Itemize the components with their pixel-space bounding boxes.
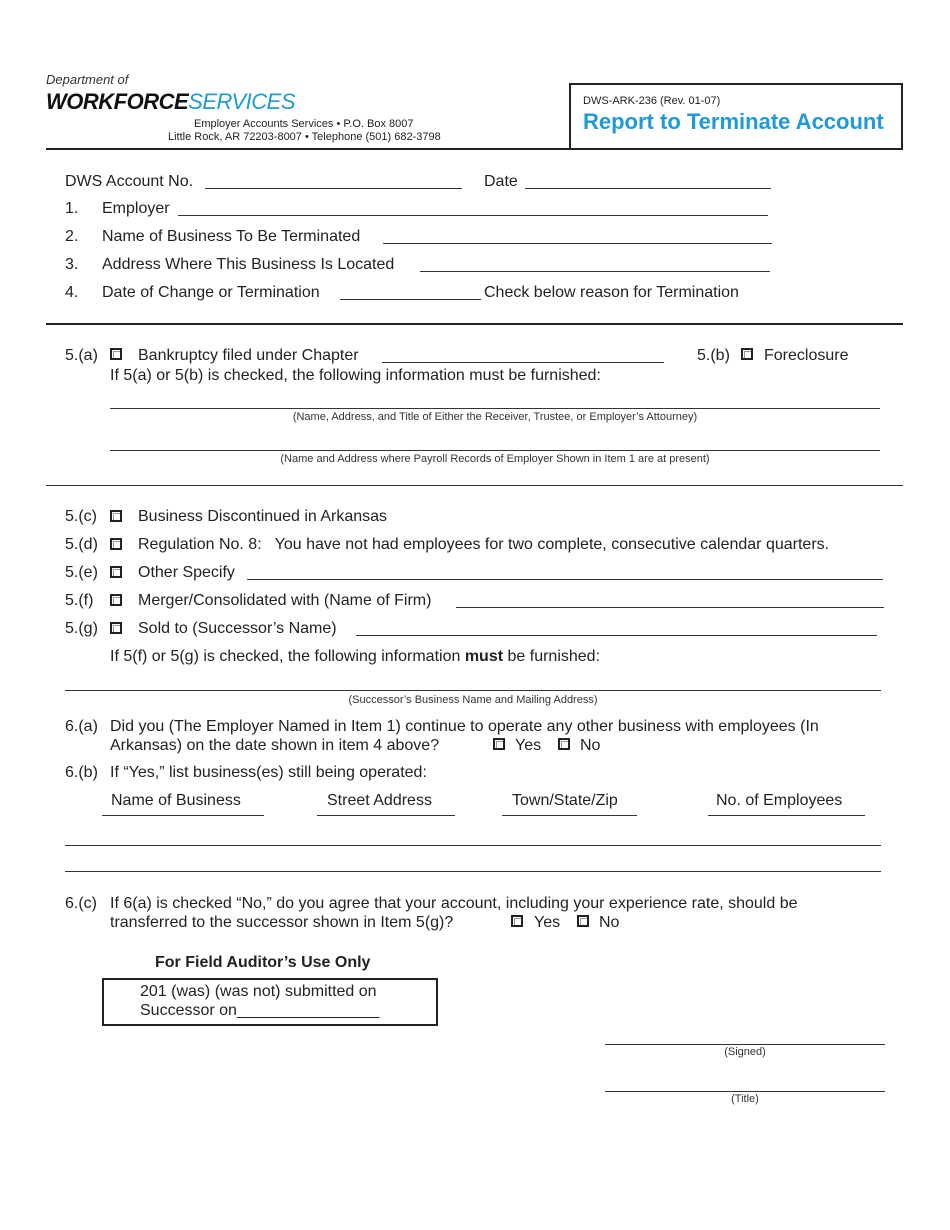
address-block xyxy=(168,118,441,144)
business-address-field[interactable] xyxy=(420,271,770,272)
employer-field[interactable] xyxy=(178,215,768,216)
item-6a-number: 6.(a) xyxy=(65,718,98,735)
item-5f-number: 5.(f) xyxy=(65,592,94,609)
header-divider xyxy=(46,148,571,150)
item-1-number: 1. xyxy=(65,200,79,217)
termination-date-label: Date of Change or Termination xyxy=(102,284,320,301)
sold-to-label: Sold to (Successor’s Name) xyxy=(138,620,337,637)
successor-address-field[interactable] xyxy=(65,690,881,691)
regulation-8-label: Regulation No. 8: You have not had employees for two complete, consecutive calendar quarters. xyxy=(138,536,830,553)
other-specify-field[interactable] xyxy=(247,579,883,580)
item-2-number: 2. xyxy=(65,228,79,245)
other-checkbox[interactable] xyxy=(110,566,122,578)
account-no-field[interactable] xyxy=(205,188,462,189)
auditor-heading: For Field Auditor’s Use Only xyxy=(155,954,371,971)
item-6a-no-checkbox[interactable] xyxy=(558,738,570,750)
section-5ab-instruction: If 5(a) or 5(b) is checked, the following information must be furnished: xyxy=(110,367,601,384)
successor-address-caption: (Successor’s Business Name and Mailing Address) xyxy=(348,694,598,706)
department-label: Department of xyxy=(46,72,129,87)
auditor-line-1: 201 (was) (was not) submitted on xyxy=(140,983,377,1000)
form-number: DWS-ARK-236 (Rev. 01-07) xyxy=(583,95,721,107)
item-6c-question-line-1: If 6(a) is checked “No,” do you agree that your account, including your experience rate, should be xyxy=(110,895,798,912)
section-divider-1 xyxy=(46,323,903,325)
item-5a-number: 5.(a) xyxy=(65,347,98,364)
brand-services: SERVICES xyxy=(188,89,296,114)
column-header-business-name: Name of Business xyxy=(102,792,264,816)
item-6a-yes-checkbox[interactable] xyxy=(493,738,505,750)
item-6c-number: 6.(c) xyxy=(65,895,97,912)
bankruptcy-chapter-field[interactable] xyxy=(382,362,664,363)
signature-field[interactable] xyxy=(605,1044,885,1045)
column-header-employees: No. of Employees xyxy=(708,792,865,816)
brand-logo xyxy=(46,89,295,115)
receiver-info-field[interactable] xyxy=(110,408,880,409)
business-name-label: Name of Business To Be Terminated xyxy=(102,228,361,245)
successor-name-field[interactable] xyxy=(356,635,877,636)
column-header-town-state-zip: Town/State/Zip xyxy=(502,792,637,816)
termination-date-field[interactable] xyxy=(340,299,481,300)
foreclosure-checkbox[interactable] xyxy=(741,348,753,360)
date-label: Date xyxy=(484,173,518,190)
sold-checkbox[interactable] xyxy=(110,622,122,634)
termination-reason-note: Check below reason for Termination xyxy=(484,284,739,301)
section-5fg-instruction xyxy=(110,648,600,666)
merger-firm-field[interactable] xyxy=(456,607,884,608)
receiver-info-caption: (Name, Address, and Title of Either the Receiver, Trustee, or Employer’s Attourney) xyxy=(292,411,698,423)
discontinued-label: Business Discontinued in Arkansas xyxy=(138,508,388,525)
employer-label: Employer xyxy=(102,200,170,217)
column-header-street-address: Street Address xyxy=(317,792,455,816)
item-6a-question-line-2: Arkansas) on the date shown in item 4 above? xyxy=(110,737,440,754)
bankruptcy-label: Bankruptcy filed under Chapter xyxy=(138,347,359,364)
item-6b-number: 6.(b) xyxy=(65,764,98,781)
date-field[interactable] xyxy=(525,188,771,189)
item-6a-yes-label: Yes xyxy=(515,737,542,754)
item-6c-yes-label: Yes xyxy=(534,914,561,931)
item-6a-no-label: No xyxy=(580,737,601,754)
item-6b-question: If “Yes,” list business(es) still being operated: xyxy=(110,764,427,781)
title-field[interactable] xyxy=(605,1091,885,1092)
merger-label: Merger/Consolidated with (Name of Firm) xyxy=(138,592,432,609)
instruction-text-pre: If 5(f) or 5(g) is checked, the following information xyxy=(110,648,461,665)
item-5c-number: 5.(c) xyxy=(65,508,97,525)
business-row-2-field[interactable] xyxy=(65,871,881,872)
address-line-1: Employer Accounts Services • P.O. Box 8007 xyxy=(194,118,414,130)
address-line-2: Little Rock, AR 72203-8007 • Telephone (501) 682-3798 xyxy=(168,131,441,143)
section-divider-2 xyxy=(46,485,903,486)
bankruptcy-checkbox[interactable] xyxy=(110,348,122,360)
business-row-1-field[interactable] xyxy=(65,845,881,846)
title-caption: (Title) xyxy=(731,1093,759,1105)
account-no-label: DWS Account No. xyxy=(65,173,194,190)
item-6c-yes-checkbox[interactable] xyxy=(511,915,523,927)
item-6c-question-line-2: transferred to the successor shown in Item 5(g)? xyxy=(110,914,454,931)
item-5g-number: 5.(g) xyxy=(65,620,98,637)
instruction-text-bold: must xyxy=(464,648,504,665)
auditor-line-2: Successor on________________ xyxy=(140,1002,380,1019)
foreclosure-label: Foreclosure xyxy=(764,347,849,364)
item-5e-number: 5.(e) xyxy=(65,564,98,581)
signature-caption: (Signed) xyxy=(724,1046,766,1058)
item-6c-no-label: No xyxy=(599,914,620,931)
form-title-box xyxy=(569,83,903,150)
item-3-number: 3. xyxy=(65,256,79,273)
other-specify-label: Other Specify xyxy=(138,564,235,581)
auditor-box xyxy=(102,978,438,1026)
item-4-number: 4. xyxy=(65,284,79,301)
business-name-field[interactable] xyxy=(383,243,772,244)
form-title: Report to Terminate Account xyxy=(583,109,884,134)
regulation-8-checkbox[interactable] xyxy=(110,538,122,550)
instruction-text-post: be furnished: xyxy=(507,648,601,665)
item-5b-number: 5.(b) xyxy=(697,347,730,364)
merger-checkbox[interactable] xyxy=(110,594,122,606)
discontinued-checkbox[interactable] xyxy=(110,510,122,522)
brand-workforce: WORKFORCE xyxy=(46,89,189,114)
item-6c-no-checkbox[interactable] xyxy=(577,915,589,927)
item-6a-question-line-1: Did you (The Employer Named in Item 1) continue to operate any other business with employees (In xyxy=(110,718,819,735)
business-address-label: Address Where This Business Is Located xyxy=(102,256,395,273)
item-5d-number: 5.(d) xyxy=(65,536,98,553)
payroll-records-field[interactable] xyxy=(110,450,880,451)
payroll-records-caption: (Name and Address where Payroll Records of Employer Shown in Item 1 are at present) xyxy=(280,453,710,465)
